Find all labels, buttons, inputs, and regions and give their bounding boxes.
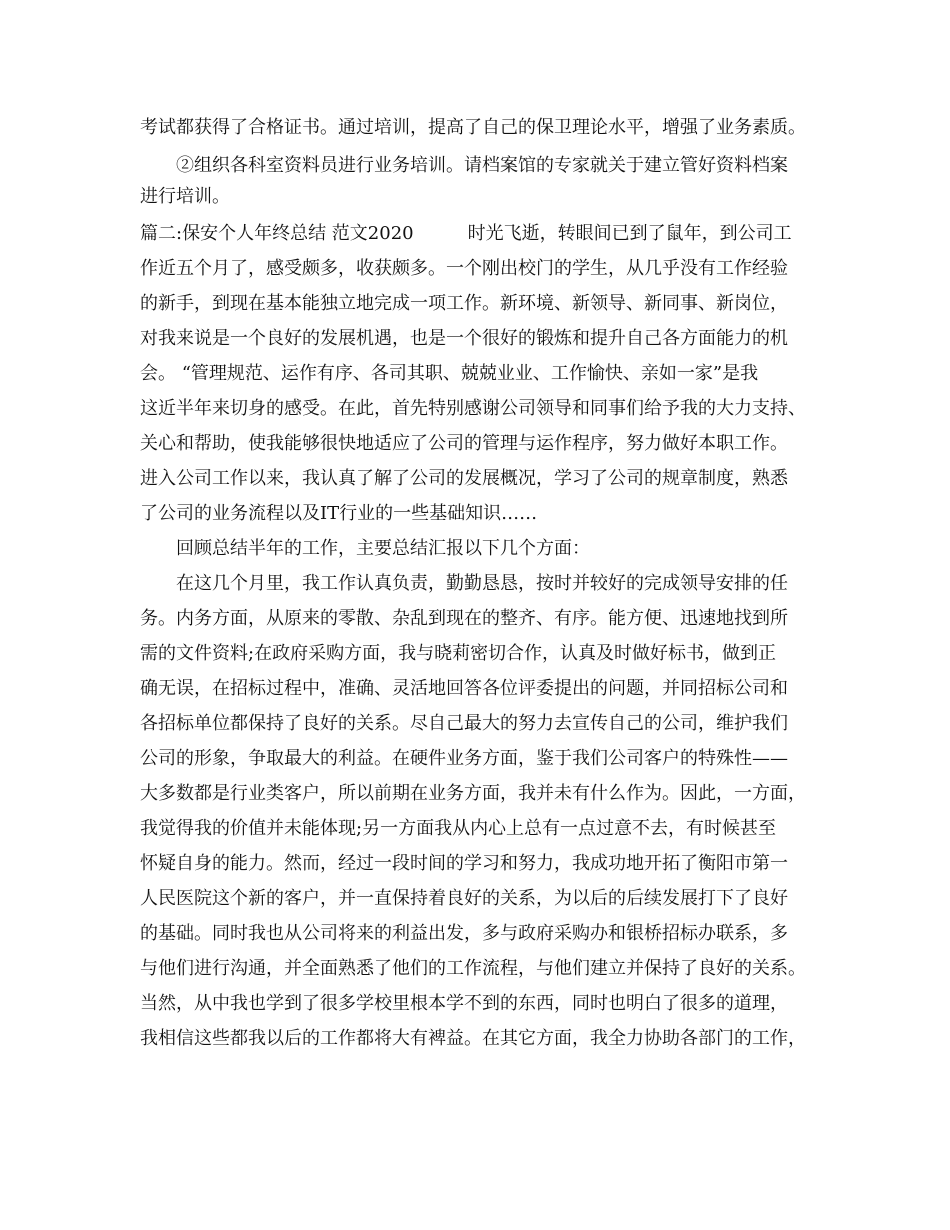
text-line: 需的文件资料;在政府采购方面，我与晓莉密切合作，认真及时做好标书，做到正 — [140, 643, 777, 664]
text-line: 各招标单位都保持了良好的关系。尽自己最大的努力去宣传自己的公司，维护我们 — [140, 713, 788, 734]
text-line: 会。 “管理规范、运作有序、各司其职、兢兢业业、工作愉快、亲如一家”是我 — [140, 363, 759, 384]
text-line: 进入公司工作以来，我认真了解了公司的发展概况，学习了公司的规章制度，熟悉 — [140, 468, 788, 489]
text-line: 这近半年来切身的感受。在此，首先特别感谢公司领导和同事们给予我的大力支持、 — [140, 398, 806, 419]
text-line: 我觉得我的价值并未能体现;另一方面我从内心上总有一点过意不去，有时候甚至 — [140, 818, 777, 839]
text-line: 大多数都是行业类客户，所以前期在业务方面，我并未有什么作为。因此，一方面， — [140, 783, 806, 804]
text-line: 公司的形象，争取最大的利益。在硬件业务方面，鉴于我们公司客户的特殊性—— — [140, 748, 788, 769]
text-line: 考试都获得了合格证书。通过培训，提高了自己的保卫理论水平，增强了业务素质。 — [140, 117, 806, 138]
text-line: 了公司的业务流程以及IT行业的一些基础知识…… — [140, 503, 538, 524]
text-line: 当然，从中我也学到了很多学校里根本学不到的东西，同时也明白了很多的道理， — [140, 993, 788, 1014]
text-line: 对我来说是一个良好的发展机遇，也是一个很好的锻炼和提升自己各方面能力的机 — [140, 328, 788, 349]
text-line: 作近五个月了，感受颇多，收获颇多。一个刚出校门的学生，从几乎没有工作经验 — [140, 258, 788, 279]
text-line: 人民医院这个新的客户，并一直保持着良好的关系，为以后的后续发展打下了良好 — [140, 888, 788, 909]
text-line: 关心和帮助，使我能够很快地适应了公司的管理与运作程序，努力做好本职工作。 — [140, 433, 788, 454]
text-line: 在这几个月里，我工作认真负责，勤勤恳恳，按时并较好的完成领导安排的任 — [140, 573, 788, 594]
text-line: 务。内务方面，从原来的零散、杂乱到现在的整齐、有序。能方便、迅速地找到所 — [140, 608, 788, 629]
text-line: ②组织各科室资料员进行业务培训。请档案馆的专家就关于建立管好资料档案 — [140, 155, 788, 176]
text-line: 确无误，在招标过程中，准确、灵活地回答各位评委提出的问题，并同招标公司和 — [140, 678, 788, 699]
text-line: 我相信这些都我以后的工作都将大有裨益。在其它方面，我全力协助各部门的工作， — [140, 1028, 806, 1049]
text-line: 的基础。同时我也从公司将来的利益出发，多与政府采购办和银桥招标办联系，多 — [140, 923, 788, 944]
text-line: 的新手，到现在基本能独立地完成一项工作。新环境、新领导、新同事、新岗位， — [140, 293, 788, 314]
text-line: 怀疑自身的能力。然而，经过一段时间的学习和努力，我成功地开拓了衡阳市第一 — [140, 853, 788, 874]
text-line: 进行培训。 — [140, 186, 230, 207]
heading-line: 篇二:保安个人年终总结 范文2020 时光飞逝，转眼间已到了鼠年，到公司工 — [140, 223, 792, 244]
text-line: 回顾总结半年的工作，主要总结汇报以下几个方面： — [140, 538, 590, 559]
text-line: 与他们进行沟通，并全面熟悉了他们的工作流程，与他们建立并保持了良好的关系。 — [140, 958, 806, 979]
